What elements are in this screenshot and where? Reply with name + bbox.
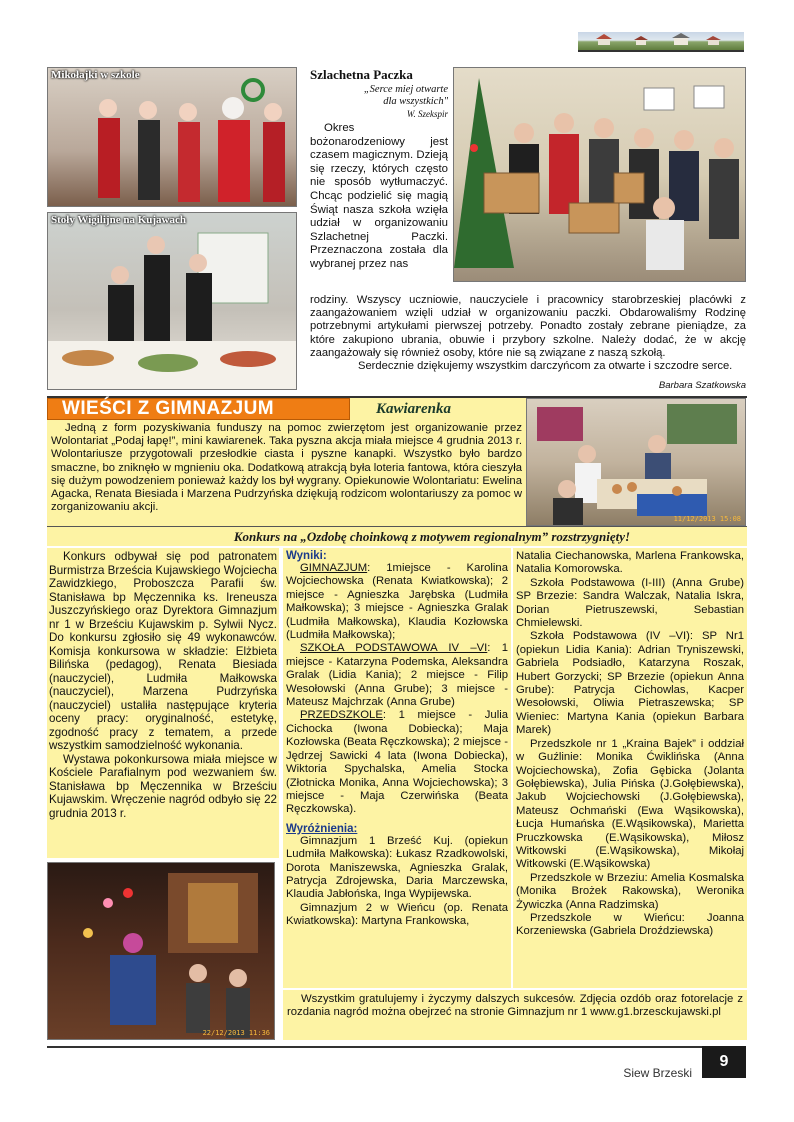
kawiarenka-text: Jedną z form pozyskiwania funduszy na pomoc zwierzętom jest organizowanie przez Wolontariat „Podaj łapę!”, mini kawiarenek. Taka pyszna akcja miała miejsce 4 grudnia 2013 r. Wolontariusze przygotowali przesłodkie ciasta i pyszne kanapki. Wszystko było bardzo smaczne, bo zniknęło w mgnieniu oka. Dodatkową atrakcją była loteria fantowa, która cieszyła się dużym powodzeniem ponieważ każdy los był wygrany. Opiekunowie Wolontariatu: Ewelina Agacka, Renata Biesiada i Marzena Pudrzyńska dziękują rodzicom wolontariuszy za pomoc w zorganizowaniu akcji. <box>51 422 522 514</box>
wyroznienia-label: Wyróżnienia: <box>286 822 358 835</box>
szlachetna-author: Barbara Szatkowska <box>658 380 746 391</box>
photo-caption: Mikołajki w szkole <box>51 69 140 81</box>
konkurs-title: Konkurs na „Ozdobę choinkową z motywem regionalnym” rozstrzygnięty! <box>233 529 631 544</box>
col3-przedszkole-1: Przedszkole nr 1 „Kraina Bajek” i oddział w Guźlinie: Monika Ćwiklińska (Anna Wojciechowska), Zofia Gębicka (Jolanta Gołębiewska), Julia Pińska (J.Gołębiewska), Jakub Wojciechowski (J.Gołębiewska), Mateusz Ochmański (Ewa Wąsikowska), Łucja Humańska (E.Wąsikowska), Marietta Pruczkowska (E.Wąsikowska), Miłosz Witkowski (E.Wąsikowska), Mikołaj Witkowski (E.Wąsikowska) <box>516 737 744 871</box>
photo-caption: Stoły Wigilijne na Kujawach <box>51 214 186 226</box>
photo-timestamp: 22/12/2013 11:36 <box>202 1029 270 1037</box>
photo-timestamp: 11/12/2013 15:08 <box>673 515 741 523</box>
wyniki-label: Wyniki: <box>286 550 327 562</box>
photo-mikolajki <box>47 67 297 207</box>
gimnazjum-banner <box>47 398 350 420</box>
konkurs-col2 <box>283 548 511 988</box>
col3-sp-1-3: Szkoła Podstawowa (I-III) (Anna Grube) SP Brzezie: Sandra Walczak, Natalia Iskra, Dorian Pietruszewski, Sebastian Chmielewski. <box>516 576 744 630</box>
gimnazjum-banner-text: WIEŚCI Z GIMNAZJUM <box>62 398 274 419</box>
szlachetna-body-wide: rodziny. Wszyscy uczniowie, nauczyciele i pracownicy starobrzeskiej placówki z zaangażowaniem wzięli udział w organizowaniu paczki. Obdarowaliśmy Rodzinę potrzebnymi artykułami pierwszej potrzeby. Ponadto zostały zebrane pieniądze, za które zakupiono ubrania, obuwie i przybory szkolne. Należy dodać, że w akcję zaangażowały się również osoby, które nie są związane z naszą szkołą. <box>310 294 746 359</box>
przedszkole-results: : 1 miejsce - Julia Cichocka (Iwona Dobiecka); Maja Kozłowska (Beata Ręczkowska); 2 miejsce - Jędrzej Sawicki 4 lata (Iwona Dobiecka), Wiktoria Spychalska, Amelia Stocka (Złotnicka Monika, Anna Wojciechowska); 3 miejsce - Maja Czerwińska (Beata Ręczkowska). <box>286 709 508 816</box>
szlachetna-quote <box>310 84 448 120</box>
quote-author: W. Szekspir <box>406 109 448 119</box>
konkurs-intro: Konkurs odbywał się pod patronatem Burmistrza Brześcia Kujawskiego Wojciecha Zawidzkiego, Proboszcza Parafii św. Stanisława bp Męczennika ks. Ireneusza Juszczyńskiego oraz Dyrektora Gimnazjum nr 1 w Brześciu Kujawskim p. Sylwii Nycz. Do konkursu zgłosiło się 49 wykonawców. Komisja konkursowa w składzie: Elżbieta Bilińska (pedagog), Renata Biesiada (nauczyciel), Ludmiła Małkowska (nauczyciel), Marzena Pudrzyńska (nauczyciel) ustaliła następujące kryteria oceny pracy: oryginalność, estetykę, zgodność pracy z tematem, a przede wszystkim samodzielność wykonania. <box>49 550 277 752</box>
konkurs-closing: Wszystkim gratulujemy i życzymy dalszych sukcesów. Zdjęcia ozdób oraz fotorelacje z rozdania nagród można obejrzeć na stronie Gimnazjum nr 1 www.g1.brzesckujawski.pl <box>287 993 743 1019</box>
quote-line: „Serce miej otwarte <box>363 84 448 95</box>
gimnazjum-results: : 1miejsce - Karolina Wojciechowska (Renata Kwiatkowska); 2 miejsce - Agnieszka Jarębska (Ludmiła Małkowska); 3 miejsce - Agnieszka Gralak (Ludmiła Małkowska), Klaudia Kozłowska (Ludmiła Małkowska); <box>286 562 508 642</box>
szlachetna-thanks: Serdecznie dziękujemy wszystkim darczyńcom za otwarte i szczodre serce. <box>358 360 733 372</box>
col3-przedszkole-brzezie: Przedszkole w Brzeziu: Amelia Kosmalska (Monika Brożek Rakowska), Weronika Żywiczka (Anna Radzimska) <box>516 871 744 911</box>
footer-publication: Siew Brzeski <box>623 1066 692 1080</box>
photo-szlachetna-paczka <box>453 67 746 282</box>
village-banner-image <box>578 32 744 52</box>
wyniki-gimnazjum <box>286 562 508 642</box>
quote-line: dla wszystkich" <box>383 96 448 107</box>
footer-rule <box>47 1046 702 1048</box>
photo-stoly-wigilijne <box>47 212 297 390</box>
szlachetna-body-narrow: Okres bożonarodzeniowy jest czasem magicznym. Dzieją się rzeczy, których często nie sposób wytłumaczyć. Chcąc podzielić się magią Świąt nasza szkoła wzięła udział w organizowaniu Szlachetnej Paczki. Przeznaczona została dla wybranej przez nas <box>310 122 448 270</box>
konkurs-col1 <box>47 548 279 858</box>
sp-results: : 1 miejsce - Katarzyna Podemska, Aleksandra Gralak (Lidia Kania); 2 miejsce - Filip Wesołowski (Anna Grube); 3 miejsce - Mateusz Majchrzak (Anna Grube) <box>286 642 509 709</box>
sp-label: SZKOŁA PODSTAWOWA IV –VI <box>300 642 488 655</box>
page-number: 9 <box>719 1053 729 1070</box>
konkurs-wystawa: Wystawa pokonkursowa miała miejsce w Kościele Parafialnym pod wezwaniem św. Stanisława bp Męczennika w Brześciu Kujawskim. Wręczenie nagród odbyło się 22 grudnia 2013 r. <box>49 752 277 820</box>
col3-lead: Natalia Ciechanowska, Marlena Frankowska, Natalia Komorowska. <box>516 550 744 576</box>
wyniki-przedszkole <box>286 709 508 816</box>
kawiarenka-title: Kawiarenka <box>376 401 452 417</box>
kawiarenka-text-box <box>47 420 526 526</box>
col3-przedszkole-wieniec: Przedszkole w Wieńcu: Joanna Korzeniewska (Gabriela Droździewska) <box>516 911 744 938</box>
photo-church-exhibition <box>47 862 275 1040</box>
wyroznienia-1: Gimnazjum 1 Brześć Kuj. (opiekun Ludmiła Małkowska): Łukasz Rzadkowolski, Dorota Maniszewska, Agnieszka Gralak, Patrycja Zdrojewska, Daria Marczewska, Klaudia Jabłońska, Inga Wypijewska. <box>286 834 508 901</box>
konkurs-col3 <box>513 548 747 988</box>
konkurs-title-bar <box>47 526 747 546</box>
wyroznienia-2: Gimnazjum 2 w Wieńcu (op. Renata Kwiatkowska): Martyna Frankowska, <box>286 901 508 928</box>
kawiarenka-box <box>350 398 526 420</box>
gimnazjum-label: GIMNAZJUM <box>300 562 368 574</box>
konkurs-closing-box <box>283 990 747 1040</box>
col3-sp-4-6: Szkoła Podstawowa (IV –VI): SP Nr1 (opiekun Lidia Kania): Adrian Tryniszewski, Gabriela Podsiadło, Katarzyna Roszak, Hubert Gorzycki; SP Brzezie (opiekun Anna Grube): Patrycja Cichowlas, Kacper Wesołowski, Oliwia Pietraszewska; SP Wieniec: Martyna Kania (opiekun Barbara Marek) <box>516 630 744 737</box>
page-number-box <box>702 1046 746 1078</box>
wyniki-sp <box>286 642 508 709</box>
przedszkole-label: PRZEDSZKOLE <box>300 709 383 722</box>
photo-kawiarenka <box>526 398 746 526</box>
szlachetna-title: Szlachetna Paczka <box>310 67 413 82</box>
